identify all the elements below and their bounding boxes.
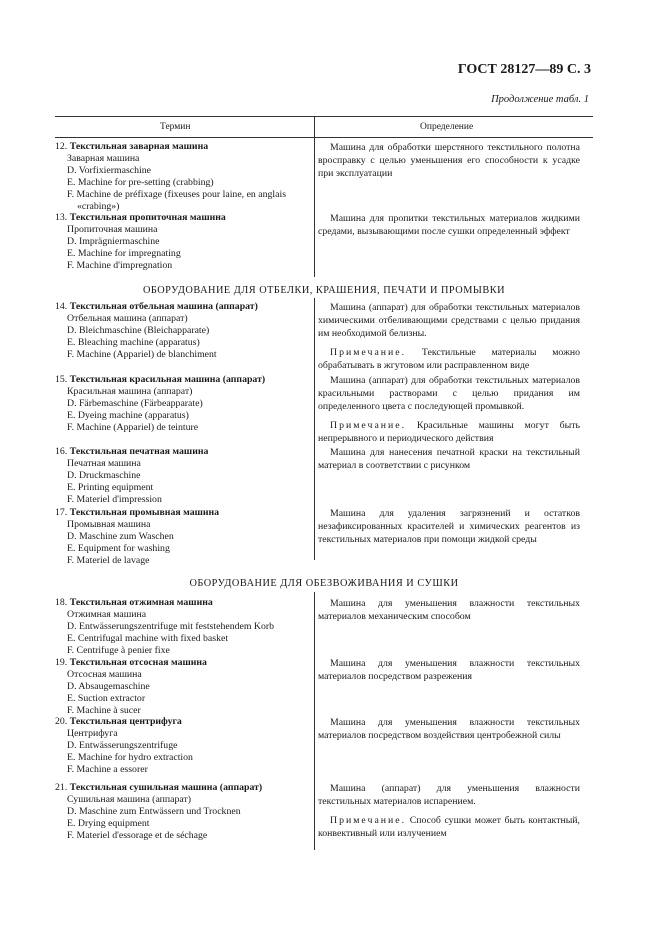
entry-number: 15. xyxy=(55,374,68,385)
term-entry xyxy=(55,141,312,213)
note-label: Примечание. xyxy=(330,815,407,826)
term-synonym: Отбельная машина (аппарат) xyxy=(67,313,188,324)
term-german: D. Imprägniermaschine xyxy=(67,236,160,247)
definition-body: Машина для уменьшения влажности текстильных материалов посредством разрежения xyxy=(318,658,580,682)
term-synonym: Сушильная машина (аппарат) xyxy=(67,794,192,805)
term-entry xyxy=(55,716,312,776)
definition-note xyxy=(318,346,580,372)
term-entry xyxy=(55,597,312,657)
entry-number: 16. xyxy=(55,446,68,457)
column-divider xyxy=(314,116,315,277)
term-english: E. Drying equipment xyxy=(67,818,150,829)
term-entry xyxy=(55,301,312,361)
term-english: E. Dyeing machine (apparatus) xyxy=(67,410,189,421)
term-synonym: Отжимная машина xyxy=(67,609,147,620)
term-french: F. Materiel de lavage xyxy=(67,555,150,566)
term-english: E. Bleaching machine (apparatus) xyxy=(67,337,200,348)
term-german: D. Maschine zum Waschen xyxy=(67,531,174,542)
page-header: ГОСТ 28127—89 С. 3 xyxy=(457,62,591,77)
term-title: Текстильная красильная машина (аппарат) xyxy=(69,374,266,385)
term-french-continued: «crabing») xyxy=(77,201,120,212)
definition-body: Машина для уменьшения влажности текстильных материалов механическим способом xyxy=(318,598,580,622)
note-text: Способ сушки может быть контактный, конвективный или излучением xyxy=(318,815,580,839)
term-title: Текстильная центрифуга xyxy=(69,716,182,727)
term-german: D. Färbemaschine (Färbeapparate) xyxy=(67,398,203,409)
term-synonym: Отсосная машина xyxy=(67,669,142,680)
definition-body: Машина для уменьшения влажности текстильных материалов посредством воздействия центробежной силы xyxy=(318,717,580,741)
definition-body: Машина для обработки шерстяного текстильного полотна вросправку с целью уменьшения его способности к усадке при эксплуатации xyxy=(318,142,580,179)
term-title: Текстильная промывная машина xyxy=(69,507,220,518)
definition-text xyxy=(318,782,580,840)
column-header-term: Термин xyxy=(160,122,191,132)
column-divider xyxy=(314,592,315,850)
term-french: F. Machine à sucer xyxy=(67,705,141,716)
definition-text xyxy=(318,597,580,623)
column-header-definition: Определение xyxy=(420,122,474,132)
term-synonym: Печатная машина xyxy=(67,458,141,469)
term-title: Текстильная пропиточная машина xyxy=(69,212,226,223)
term-german: D. Absaugemaschine xyxy=(67,681,150,692)
term-entry xyxy=(55,657,312,717)
term-title: Текстильная отбельная машина (аппарат) xyxy=(69,301,258,312)
term-entry xyxy=(55,446,312,506)
entry-number: 13. xyxy=(55,212,68,223)
entry-number: 18. xyxy=(55,597,68,608)
term-german: D. Entwässerungszentrifuge mit feststehendem Korb xyxy=(67,621,275,632)
definition-text xyxy=(318,657,580,683)
term-synonym: Промывная машина xyxy=(67,519,151,530)
section-heading: ОБОРУДОВАНИЕ ДЛЯ ОТБЕЛКИ, КРАШЕНИЯ, ПЕЧАТИ И ПРОМЫВКИ xyxy=(142,285,506,296)
definition-text xyxy=(318,374,580,445)
term-english: E. Centrifugal machine with fixed basket xyxy=(67,633,229,644)
term-title: Текстильная заварная машина xyxy=(69,141,209,152)
definition-text xyxy=(318,507,580,546)
note-label: Примечание. xyxy=(330,347,407,358)
term-french: F. Machine d'impregnation xyxy=(67,260,173,271)
term-synonym: Красильная машина (аппарат) xyxy=(67,386,193,397)
table-header-rule xyxy=(55,137,593,138)
definition-text xyxy=(318,212,580,238)
term-title: Текстильная отсосная машина xyxy=(69,657,207,668)
term-french: F. Machine a essorer xyxy=(67,764,148,775)
definition-body: Машина для пропитки текстильных материалов жидкими средами, вызывающими после сушки определенный эффект xyxy=(318,213,580,237)
term-french: F. Materiel d'impression xyxy=(67,494,162,505)
definition-text xyxy=(318,716,580,742)
term-entry xyxy=(55,374,312,434)
definition-body: Машина (аппарат) для обработки текстильных материалов химическими отбеливающими средствами с целью придания им необходимой белизны. xyxy=(318,302,580,339)
definition-body: Машина для нанесения печатной краски на текстильный материал в соответствии с рисунком xyxy=(318,447,580,471)
term-french: F. Machine de préfixage (fixeuses pour laine, en anglais xyxy=(67,189,287,200)
section-heading: ОБОРУДОВАНИЕ ДЛЯ ОБЕЗВОЖИВАНИЯ И СУШКИ xyxy=(189,578,459,589)
term-french: F. Machine (Appariel) de blanchiment xyxy=(67,349,217,360)
term-german: D. Druckmaschine xyxy=(67,470,141,481)
definition-text xyxy=(318,301,580,372)
definition-text xyxy=(318,141,580,180)
term-french: F. Machine (Appariel) de teinture xyxy=(67,422,199,433)
term-english: E. Suction extractor xyxy=(67,693,146,704)
note-label: Примечание. xyxy=(330,420,407,431)
term-german: D. Entwässerungszentrifuge xyxy=(67,740,178,751)
term-title: Текстильная сушильная машина (аппарат) xyxy=(69,782,263,793)
term-title: Текстильная отжимная машина xyxy=(69,597,213,608)
definition-note xyxy=(318,814,580,840)
term-synonym: Пропиточная машина xyxy=(67,224,158,235)
entry-number: 19. xyxy=(55,657,68,668)
definition-body: Машина для удаления загрязнений и остатков незафиксированных красителей и химических реагентов из текстильных материалов при помощи жидкой среды xyxy=(318,508,580,545)
table-continuation-label: Продолжение табл. 1 xyxy=(491,94,589,105)
term-synonym: Центрифуга xyxy=(67,728,118,739)
term-title: Текстильная печатная машина xyxy=(69,446,209,457)
note-text: Текстильные материалы можно обрабатывать в жгутовом или расправленном виде xyxy=(318,347,580,371)
term-french: F. Centrifuge à penier fixe xyxy=(67,645,170,656)
entry-number: 14. xyxy=(55,301,68,312)
definition-body: Машина (аппарат) для уменьшения влажности текстильных материалов испарением. xyxy=(318,783,580,807)
entry-number: 21. xyxy=(55,782,68,793)
term-english: E. Machine for hydro extraction xyxy=(67,752,193,763)
entry-number: 12. xyxy=(55,141,68,152)
term-english: E. Machine for pre-setting (crabbing) xyxy=(67,177,214,188)
term-german: D. Bleichmaschine (Bleichapparate) xyxy=(67,325,210,336)
note-text: Красильные машины могут быть непрерывного и периодического действия xyxy=(318,420,580,444)
table-top-rule xyxy=(55,116,593,117)
term-entry xyxy=(55,212,312,272)
term-french: F. Materiel d'essorage et de séchage xyxy=(67,830,208,841)
term-german: D. Maschine zum Entwässern und Trocknen xyxy=(67,806,241,817)
term-synonym: Заварная машина xyxy=(67,153,140,164)
definition-note xyxy=(318,419,580,445)
entry-number: 17. xyxy=(55,507,68,518)
term-entry xyxy=(55,507,312,567)
term-english: E. Equipment for washing xyxy=(67,543,170,554)
term-entry xyxy=(55,782,312,842)
definition-text xyxy=(318,446,580,472)
definition-body: Машина (аппарат) для обработки текстильных материалов красильными растворами с целью придания им определенного цвета с последующей промывкой. xyxy=(318,375,580,412)
term-english: E. Printing equipment xyxy=(67,482,154,493)
term-german: D. Vorfixiermaschine xyxy=(67,165,151,176)
column-divider xyxy=(314,298,315,560)
term-english: E. Machine for impregnating xyxy=(67,248,181,259)
entry-number: 20. xyxy=(55,716,68,727)
